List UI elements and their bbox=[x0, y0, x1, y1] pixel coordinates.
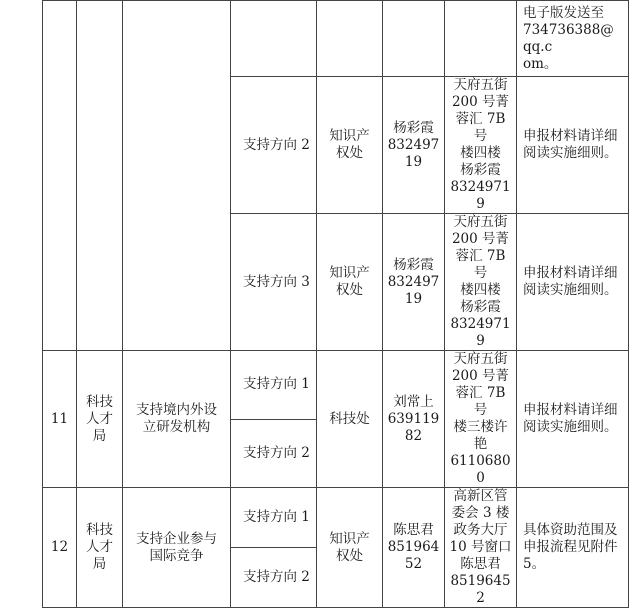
direction-cell: 支持方向 2 bbox=[231, 77, 317, 214]
table-row bbox=[43, 351, 629, 420]
table-row bbox=[43, 1, 629, 77]
num-cell: 11 bbox=[43, 351, 77, 488]
direction-cell: 支持方向 1 bbox=[231, 351, 317, 420]
address-cell: 天府五街 200 号菁 蓉汇 7B 号 楼四楼 杨彩霞 83249719 bbox=[445, 77, 517, 214]
policy-table bbox=[42, 0, 629, 608]
address-cell: 高新区管 委会 3 楼 政务大厅 10 号窗口 陈思君 85196452 bbox=[445, 488, 517, 608]
note-cell: 电子版发送至 734736388@qq.c om。 bbox=[517, 1, 629, 77]
dept-cell: 知识产 权处 bbox=[317, 488, 383, 608]
note-cell: 具体资助范围及 申报流程见附件 5。 bbox=[517, 488, 629, 608]
contact-cell bbox=[383, 1, 445, 77]
project-cell bbox=[123, 1, 231, 351]
dept-cell bbox=[317, 1, 383, 77]
bureau-cell bbox=[77, 1, 123, 351]
contact-cell: 陈思君 851964 52 bbox=[383, 488, 445, 608]
contact-cell: 刘常上 639119 82 bbox=[383, 351, 445, 488]
direction-cell: 支持方向 2 bbox=[231, 419, 317, 488]
dept-cell: 科技处 bbox=[317, 351, 383, 488]
table-row bbox=[43, 488, 629, 548]
direction-cell: 支持方向 1 bbox=[231, 488, 317, 548]
project-cell: 支持境内外设 立研发机构 bbox=[123, 351, 231, 488]
address-cell: 天府五街 200 号菁 蓉汇 7B 号 楼四楼 杨彩霞 83249719 bbox=[445, 214, 517, 351]
direction-cell: 支持方向 2 bbox=[231, 548, 317, 608]
note-cell: 申报材料请详细 阅读实施细则。 bbox=[517, 77, 629, 214]
contact-cell: 杨彩霞 832497 19 bbox=[383, 77, 445, 214]
num-cell bbox=[43, 1, 77, 351]
contact-cell: 杨彩霞 832497 19 bbox=[383, 214, 445, 351]
dept-cell: 知识产 权处 bbox=[317, 214, 383, 351]
note-cell: 申报材料请详细 阅读实施细则。 bbox=[517, 351, 629, 488]
bureau-cell: 科技 人才 局 bbox=[77, 351, 123, 488]
bureau-cell: 科技 人才 局 bbox=[77, 488, 123, 608]
address-cell bbox=[445, 1, 517, 77]
direction-cell bbox=[231, 1, 317, 77]
project-cell: 支持企业参与 国际竞争 bbox=[123, 488, 231, 608]
address-cell: 天府五街 200 号菁 蓉汇 7B 号 楼三楼许 艳 61106800 bbox=[445, 351, 517, 488]
dept-cell: 知识产 权处 bbox=[317, 77, 383, 214]
num-cell: 12 bbox=[43, 488, 77, 608]
note-cell: 申报材料请详细 阅读实施细则。 bbox=[517, 214, 629, 351]
direction-cell: 支持方向 3 bbox=[231, 214, 317, 351]
